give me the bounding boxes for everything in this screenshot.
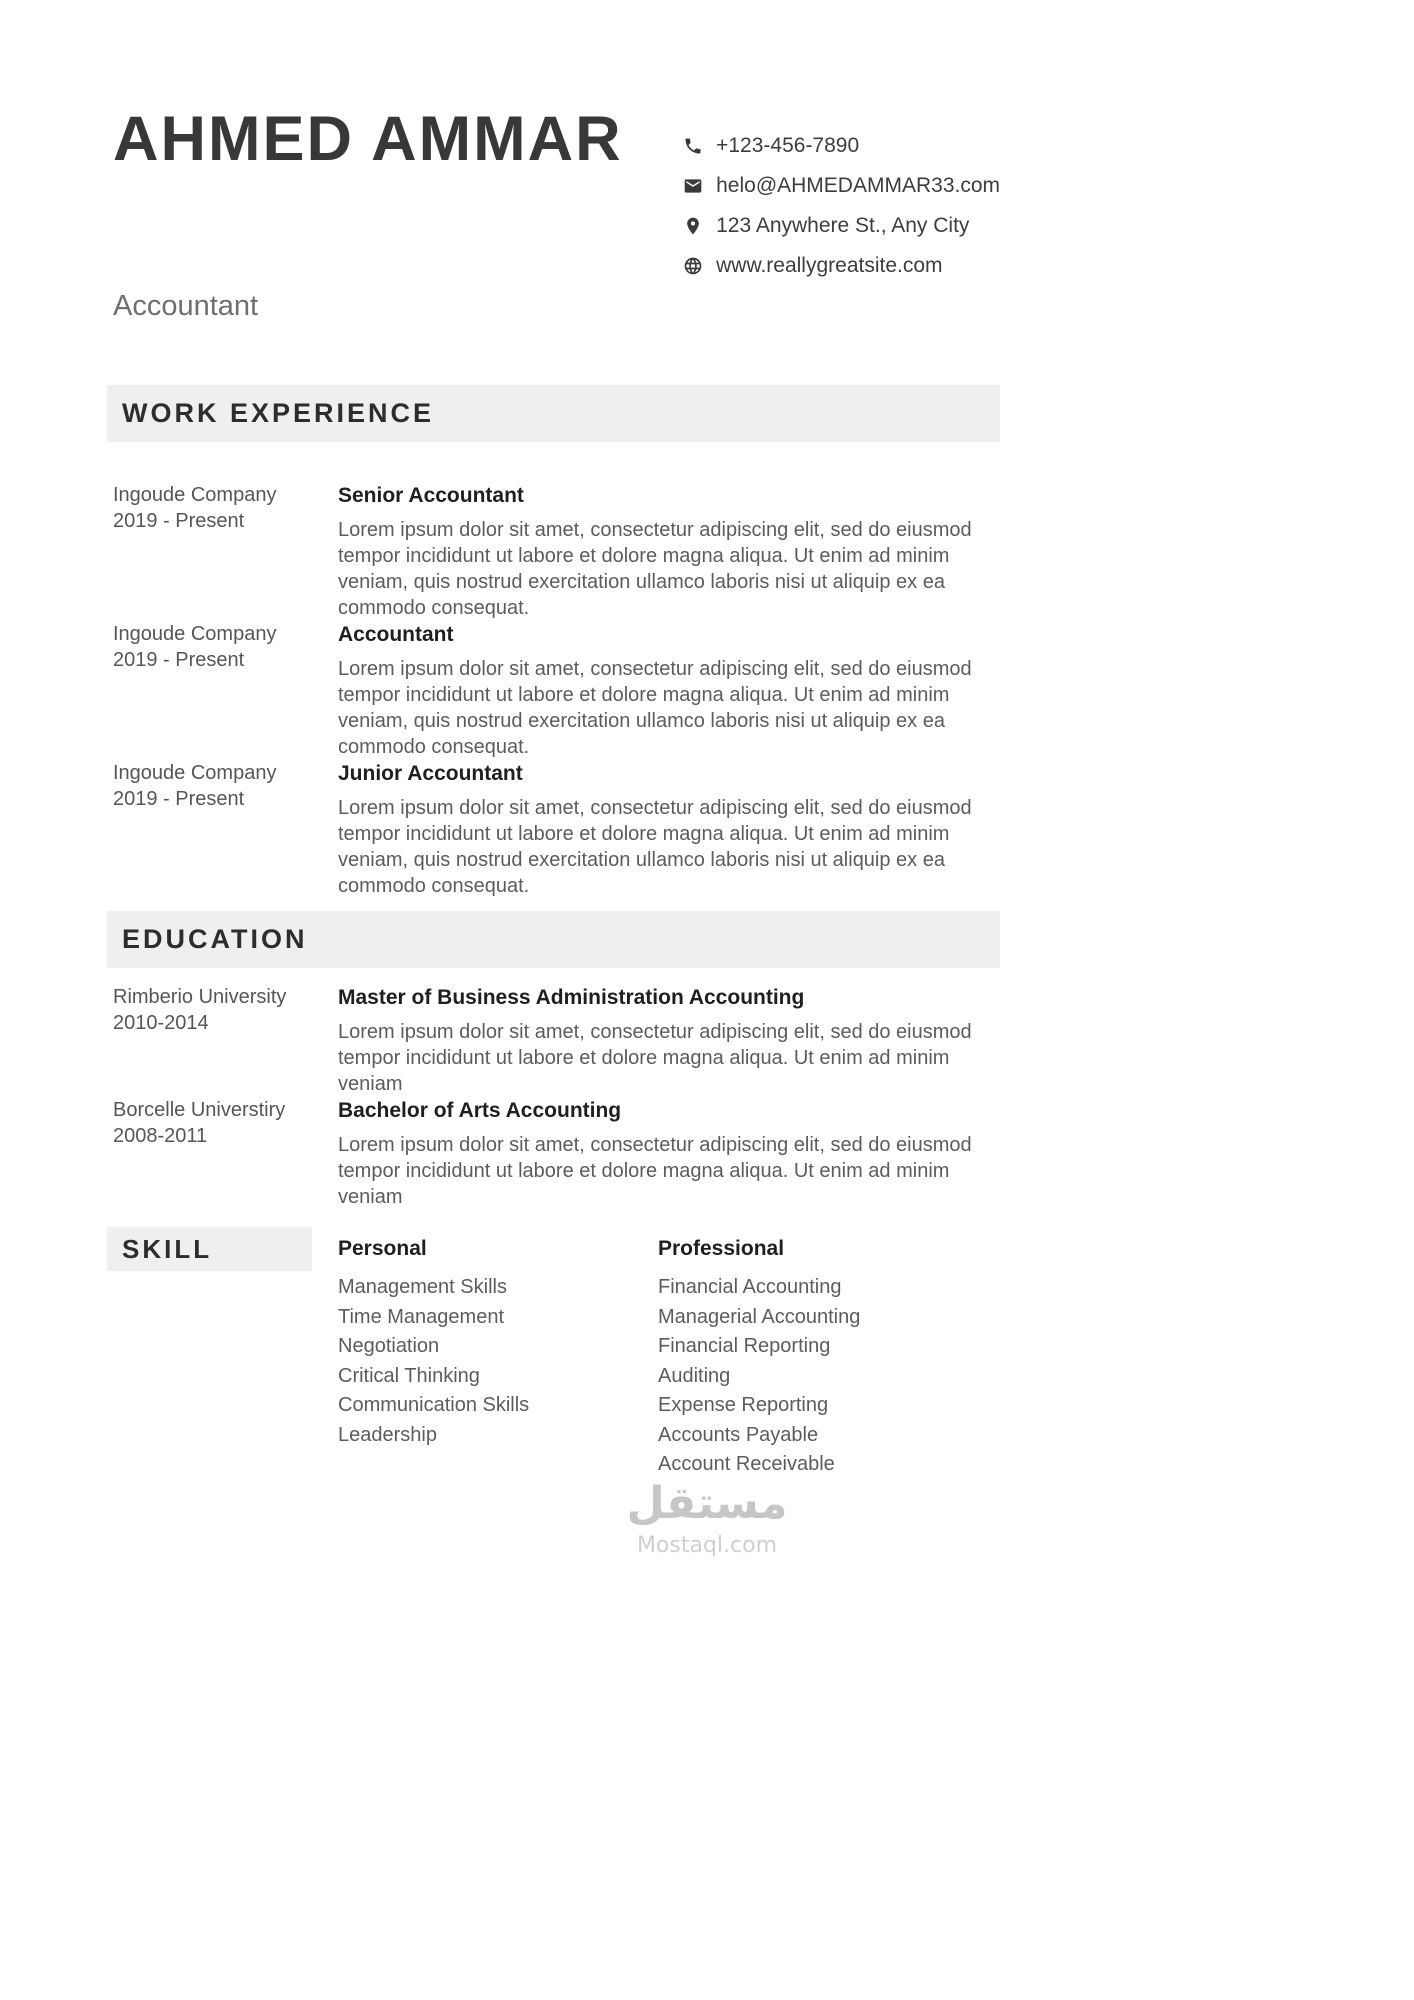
education-entry-meta <box>107 1097 338 1149</box>
degree-title: Bachelor of Arts Accounting <box>338 1099 622 1122</box>
contact-website <box>683 254 1000 278</box>
contact-phone <box>683 134 1000 158</box>
contact-address <box>683 214 1000 238</box>
section-header-work-experience: WORK EXPERIENCE <box>107 385 1000 442</box>
skills-bar-cell <box>107 1227 338 1271</box>
location-pin-icon <box>683 216 703 236</box>
school-name: Rimberio University <box>113 986 287 1008</box>
work-entry <box>107 760 1000 899</box>
education-entry <box>107 1097 1000 1210</box>
work-entry <box>107 621 1000 760</box>
work-role: Junior Accountant <box>338 762 523 785</box>
skill-item: Account Receivable <box>658 1453 835 1475</box>
education-description: Lorem ipsum dolor sit amet, consectetur adipiscing elit, sed do eiusmod tempor incididunt ut labore et dolore magna aliqua. Ut enim ad minim veniam <box>338 1021 972 1095</box>
skills-professional-heading: Professional <box>658 1237 785 1260</box>
education-entries <box>107 984 1000 1210</box>
skill-item: Negotiation <box>338 1335 440 1357</box>
company-name: Ingoude Company <box>113 762 277 784</box>
education-entry-body <box>338 1097 1000 1210</box>
work-description: Lorem ipsum dolor sit amet, consectetur adipiscing elit, sed do eiusmod tempor incididunt ut labore et dolore magna aliqua. Ut enim ad minim veniam, quis nostrud exercitation ullamco laboris nisi ut aliquip ex ea commodo consequat. <box>338 519 972 619</box>
contact-block <box>683 134 1000 278</box>
contact-email <box>683 174 1000 198</box>
work-entries <box>107 482 1000 899</box>
work-entry-body <box>338 482 1000 621</box>
education-description: Lorem ipsum dolor sit amet, consectetur adipiscing elit, sed do eiusmod tempor incididunt ut labore et dolore magna aliqua. Ut enim ad minim veniam <box>338 1134 972 1208</box>
email-icon <box>683 176 703 196</box>
company-name: Ingoude Company <box>113 623 277 645</box>
section-header-education: EDUCATION <box>107 911 1000 968</box>
skill-item: Auditing <box>658 1364 731 1387</box>
skill-item: Management Skills <box>338 1276 507 1298</box>
mostaql-watermark <box>0 1478 1414 1558</box>
mostaql-watermark-arabic: مستقل <box>626 1478 788 1529</box>
skill-item: Expense Reporting <box>658 1394 829 1416</box>
contact-phone-text: +123-456-7890 <box>716 134 860 157</box>
education-entry-meta <box>107 984 338 1036</box>
skills-personal-column <box>338 1227 658 1450</box>
skills-professional-column <box>658 1227 1000 1480</box>
education-entry <box>107 984 1000 1097</box>
skill-item: Accounts Payable <box>658 1423 819 1446</box>
resume-header <box>107 0 1000 278</box>
work-dates: 2019 - Present <box>113 788 245 810</box>
skill-item: Financial Accounting <box>658 1276 842 1298</box>
education-dates: 2008-2011 <box>113 1125 208 1147</box>
skills-personal-heading: Personal <box>338 1237 427 1260</box>
work-dates: 2019 - Present <box>113 649 245 671</box>
contact-address-text: 123 Anywhere St., Any City <box>716 214 970 237</box>
globe-icon <box>683 256 703 276</box>
work-entry <box>107 482 1000 621</box>
school-name: Borcelle Universtiry <box>113 1099 286 1121</box>
work-entry-meta <box>107 482 338 534</box>
work-dates: 2019 - Present <box>113 510 245 532</box>
skill-item: Leadership <box>338 1423 437 1446</box>
skills-professional-list <box>658 1273 1000 1480</box>
work-description: Lorem ipsum dolor sit amet, consectetur adipiscing elit, sed do eiusmod tempor incididunt ut labore et dolore magna aliqua. Ut enim ad minim veniam, quis nostrud exercitation ullamco laboris nisi ut aliquip ex ea commodo consequat. <box>338 658 972 758</box>
mostaql-watermark-latin: Mostaql.com <box>636 1532 778 1558</box>
skill-item: Critical Thinking <box>338 1364 480 1387</box>
education-dates: 2010-2014 <box>113 1012 209 1034</box>
skills-personal-list <box>338 1273 658 1450</box>
education-entry-body <box>338 984 1000 1097</box>
work-entry-body <box>338 760 1000 899</box>
work-entry-body <box>338 621 1000 760</box>
skill-item: Time Management <box>338 1305 504 1328</box>
resume-content <box>107 0 1000 1480</box>
section-header-skill: SKILL <box>107 1227 312 1271</box>
skill-item: Communication Skills <box>338 1394 530 1416</box>
phone-icon <box>683 136 703 156</box>
contact-email-text: helo@AHMEDAMMAR33.com <box>716 174 1000 197</box>
contact-website-text: www.reallygreatsite.com <box>716 254 943 277</box>
skill-item: Managerial Accounting <box>658 1305 861 1328</box>
person-name: AHMED AMMAR <box>113 104 623 174</box>
work-entry-meta <box>107 760 338 812</box>
job-title: Accountant <box>113 290 259 322</box>
degree-title: Master of Business Administration Accounting <box>338 986 805 1009</box>
work-role: Accountant <box>338 623 454 646</box>
skill-item: Financial Reporting <box>658 1335 831 1357</box>
work-entry-meta <box>107 621 338 673</box>
work-description: Lorem ipsum dolor sit amet, consectetur adipiscing elit, sed do eiusmod tempor incididunt ut labore et dolore magna aliqua. Ut enim ad minim veniam, quis nostrud exercitation ullamco laboris nisi ut aliquip ex ea commodo consequat. <box>338 797 972 897</box>
skills-section <box>107 1227 1000 1480</box>
work-role: Senior Accountant <box>338 484 524 507</box>
company-name: Ingoude Company <box>113 484 277 506</box>
